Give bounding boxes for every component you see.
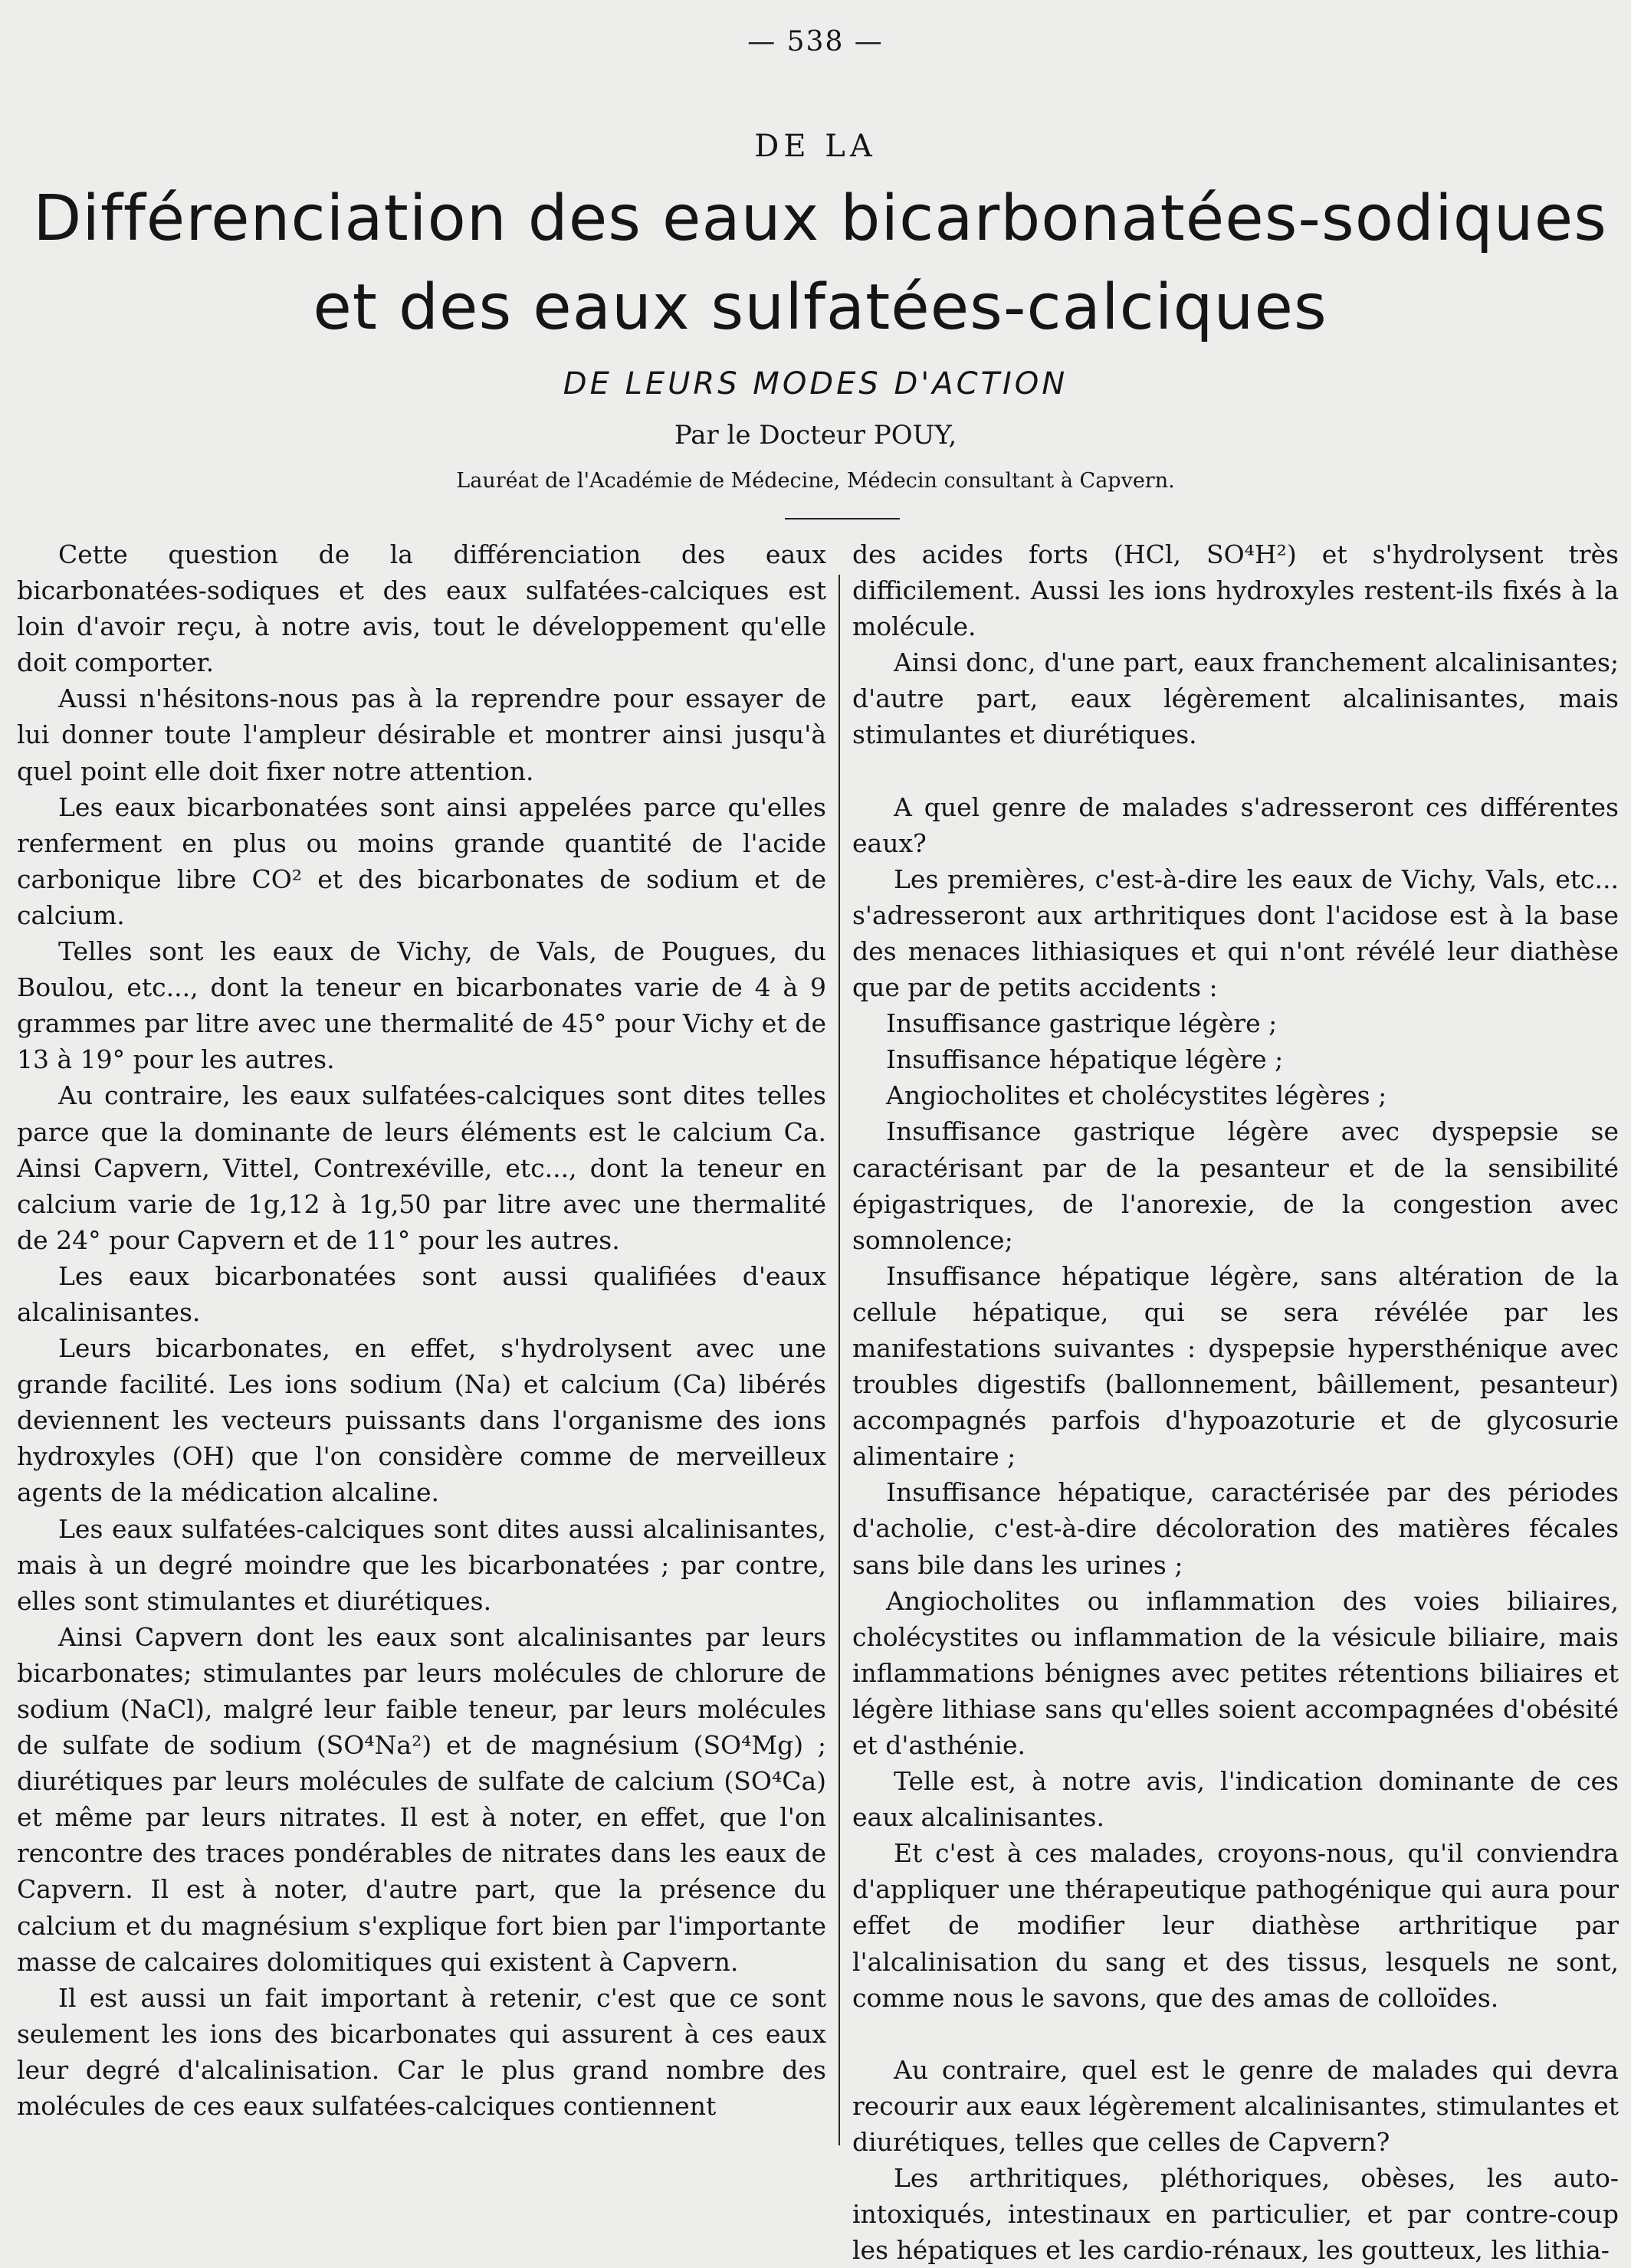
column-divider <box>838 575 840 2145</box>
title-rule <box>785 518 900 519</box>
article-title <box>31 175 1610 352</box>
page-number: — 538 — <box>747 26 884 57</box>
list-item: Insuffisance hépatique, caractérisée par des périodes d'acholie, c'est-à-dire décoloration des matières fécales sans bile dans les urines ; <box>852 1477 1619 1580</box>
article-subtitle: DE LEURS MODES D'ACTION <box>563 366 1068 401</box>
list-item: Insuffisance hépatique légère ; <box>886 1044 1284 1075</box>
list-item: Angiocholites et cholécystites légères ; <box>886 1080 1387 1111</box>
author-byline: Par le Docteur POUY, <box>674 420 957 451</box>
list-item: Angiocholites ou inflammation des voies biliaires, cholécystites ou inflammation de la vésicule biliaire, mais inflammations bénignes avec petites rétentions biliaires et légère lithiase sans qu'elles soient accompagnées d'obésité et d'asthénie. <box>852 1585 1619 1760</box>
paragraph: Les premières, c'est-à-dire les eaux de Vichy, Vals, etc... s'adresseront aux arthritiques dont l'acidose est à la base des menaces lithiasiques et qui n'ont révélé leur diathèse que par de petits accidents : <box>852 864 1619 1003</box>
paragraph: Au contraire, quel est le genre de malades qui devra recourir aux eaux légèrement alcalinisantes, stimulantes et diurétiques, telles que celles de Capvern? <box>852 2054 1619 2157</box>
list-item: Insuffisance hépatique légère, sans altération de la cellule hépatique, qui se sera révélée par les manifestations suivantes : dyspepsie hypersthénique avec troubles digestifs (ballonnement, bâillement, pesanteur) accompagnés parfois d'hypoazoturie et de glycosurie alimentaire ; <box>852 1260 1619 1472</box>
paragraph: Les eaux sulfatées-calciques sont dites aussi alcalinisantes, mais à un degré moindre que les bicarbonatées ; par contre, elles sont stimulantes et diurétiques. <box>17 1513 826 1616</box>
paragraph: des acides forts (HCl, SO⁴H²) et s'hydrolysent très difficilement. Aussi les ions hydroxyles restent-ils fixés à la molécule. <box>852 539 1619 642</box>
paragraph: Il est aussi un fait important à retenir, c'est que ce sont seulement les ions des bicarbonates qui assurent à ces eaux leur degré d'alcalinisation. Car le plus grand nombre des molécules de ces eaux sulfatées-calciques contiennent <box>17 1982 826 2122</box>
left-column <box>17 536 826 2124</box>
paragraph: Ainsi donc, d'une part, eaux franchement alcalinisantes; d'autre part, eaux légèrement alcalinisantes, mais stimulantes et diurétiques. <box>852 647 1619 750</box>
paragraph: Telle est, à notre avis, l'indication dominante de ces eaux alcalinisantes. <box>852 1766 1619 1833</box>
paragraph: A quel genre de malades s'adresseront ces différentes eaux? <box>852 792 1619 858</box>
paragraph: Cette question de la différenciation des eaux bicarbonatées-sodiques et des eaux sulfatées-calciques est loin d'avoir reçu, à notre avis, tout le développement qu'elle doit comporter. <box>17 539 826 678</box>
paragraph: Au contraire, les eaux sulfatées-calciques sont dites telles parce que la dominante de leurs éléments est le calcium Ca. Ainsi Capvern, Vittel, Contrexéville, etc..., dont la teneur en calcium varie de 1g,12 à 1g,50 par litre avec une thermalité de 24° pour Capvern et de 11° pour les autres. <box>17 1080 826 1255</box>
paragraph: Ainsi Capvern dont les eaux sont alcalinisantes par leurs bicarbonates; stimulantes par leurs molécules de chlorure de sodium (NaCl), malgré leur faible teneur, par leurs molécules de sulfate de sodium (SO⁴Na²) et de magnésium (SO⁴Mg) ; diurétiques par leurs molécules de sulfate de calcium (SO⁴Ca) et même par leurs nitrates. Il est à noter, en effet, que l'on rencontre des traces pondérables de nitrates dans les eaux de Capvern. Il est à noter, d'autre part, que la présence du calcium et du magnésium s'explique fort bien par l'importante masse de calcaires dolomitiques qui existent à Capvern. <box>17 1621 826 1977</box>
article-kicker: DE LA <box>754 129 877 164</box>
list-item: Insuffisance gastrique légère avec dyspepsie se caractérisant par de la pesanteur et de la sensibilité épigastriques, de l'anorexie, de la congestion avec somnolence; <box>852 1116 1619 1255</box>
paragraph: Leurs bicarbonates, en effet, s'hydrolysent avec une grande facilité. Les ions sodium (Na) et calcium (Ca) libérés deviennent les vecteurs puissants dans l'organisme des ions hydroxyles (OH) que l'on considère comme de merveilleux agents de la médication alcaline. <box>17 1333 826 1508</box>
paragraph: Les arthritiques, pléthoriques, obèses, les auto-intoxiqués, intestinaux en particulier, et par contre-coup les hépatiques et les cardio-rénaux, les goutteux, les lithia- <box>852 2163 1619 2266</box>
paragraph: Telles sont les eaux de Vichy, de Vals, de Pougues, du Boulou, etc..., dont la teneur en bicarbonates varie de 4 à 9 grammes par litre avec une thermalité de 45° pour Vichy et de 13 à 19° pour les autres. <box>17 936 826 1075</box>
title-line-2: et des eaux sulfatées-calciques <box>313 271 1327 344</box>
paragraph: Aussi n'hésitons-nous pas à la reprendre pour essayer de lui donner toute l'ampleur désirable et montrer ainsi jusqu'à quel point elle doit fixer notre attention. <box>17 683 826 786</box>
paragraph: Les eaux bicarbonatées sont aussi qualifiées d'eaux alcalinisantes. <box>17 1260 826 1327</box>
title-line-1: Différenciation des eaux bicarbonatées-sodiques <box>33 182 1607 255</box>
paragraph: Les eaux bicarbonatées sont ainsi appelées parce qu'elles renferment en plus ou moins grande quantité de l'acide carbonique libre CO² et des bicarbonates de sodium et de calcium. <box>17 792 826 930</box>
author-affiliation: Lauréat de l'Académie de Médecine, Médecin consultant à Capvern. <box>456 469 1175 493</box>
paragraph: Et c'est à ces malades, croyons-nous, qu'il conviendra d'appliquer une thérapeutique pathogénique qui aura pour effet de modifier leur diathèse arthritique par l'alcalinisation du sang et des tissus, lesquels ne sont, comme nous le savons, que des amas de colloïdes. <box>852 1838 1619 2013</box>
right-column <box>852 536 1619 2268</box>
list-item: Insuffisance gastrique légère ; <box>886 1008 1278 1039</box>
